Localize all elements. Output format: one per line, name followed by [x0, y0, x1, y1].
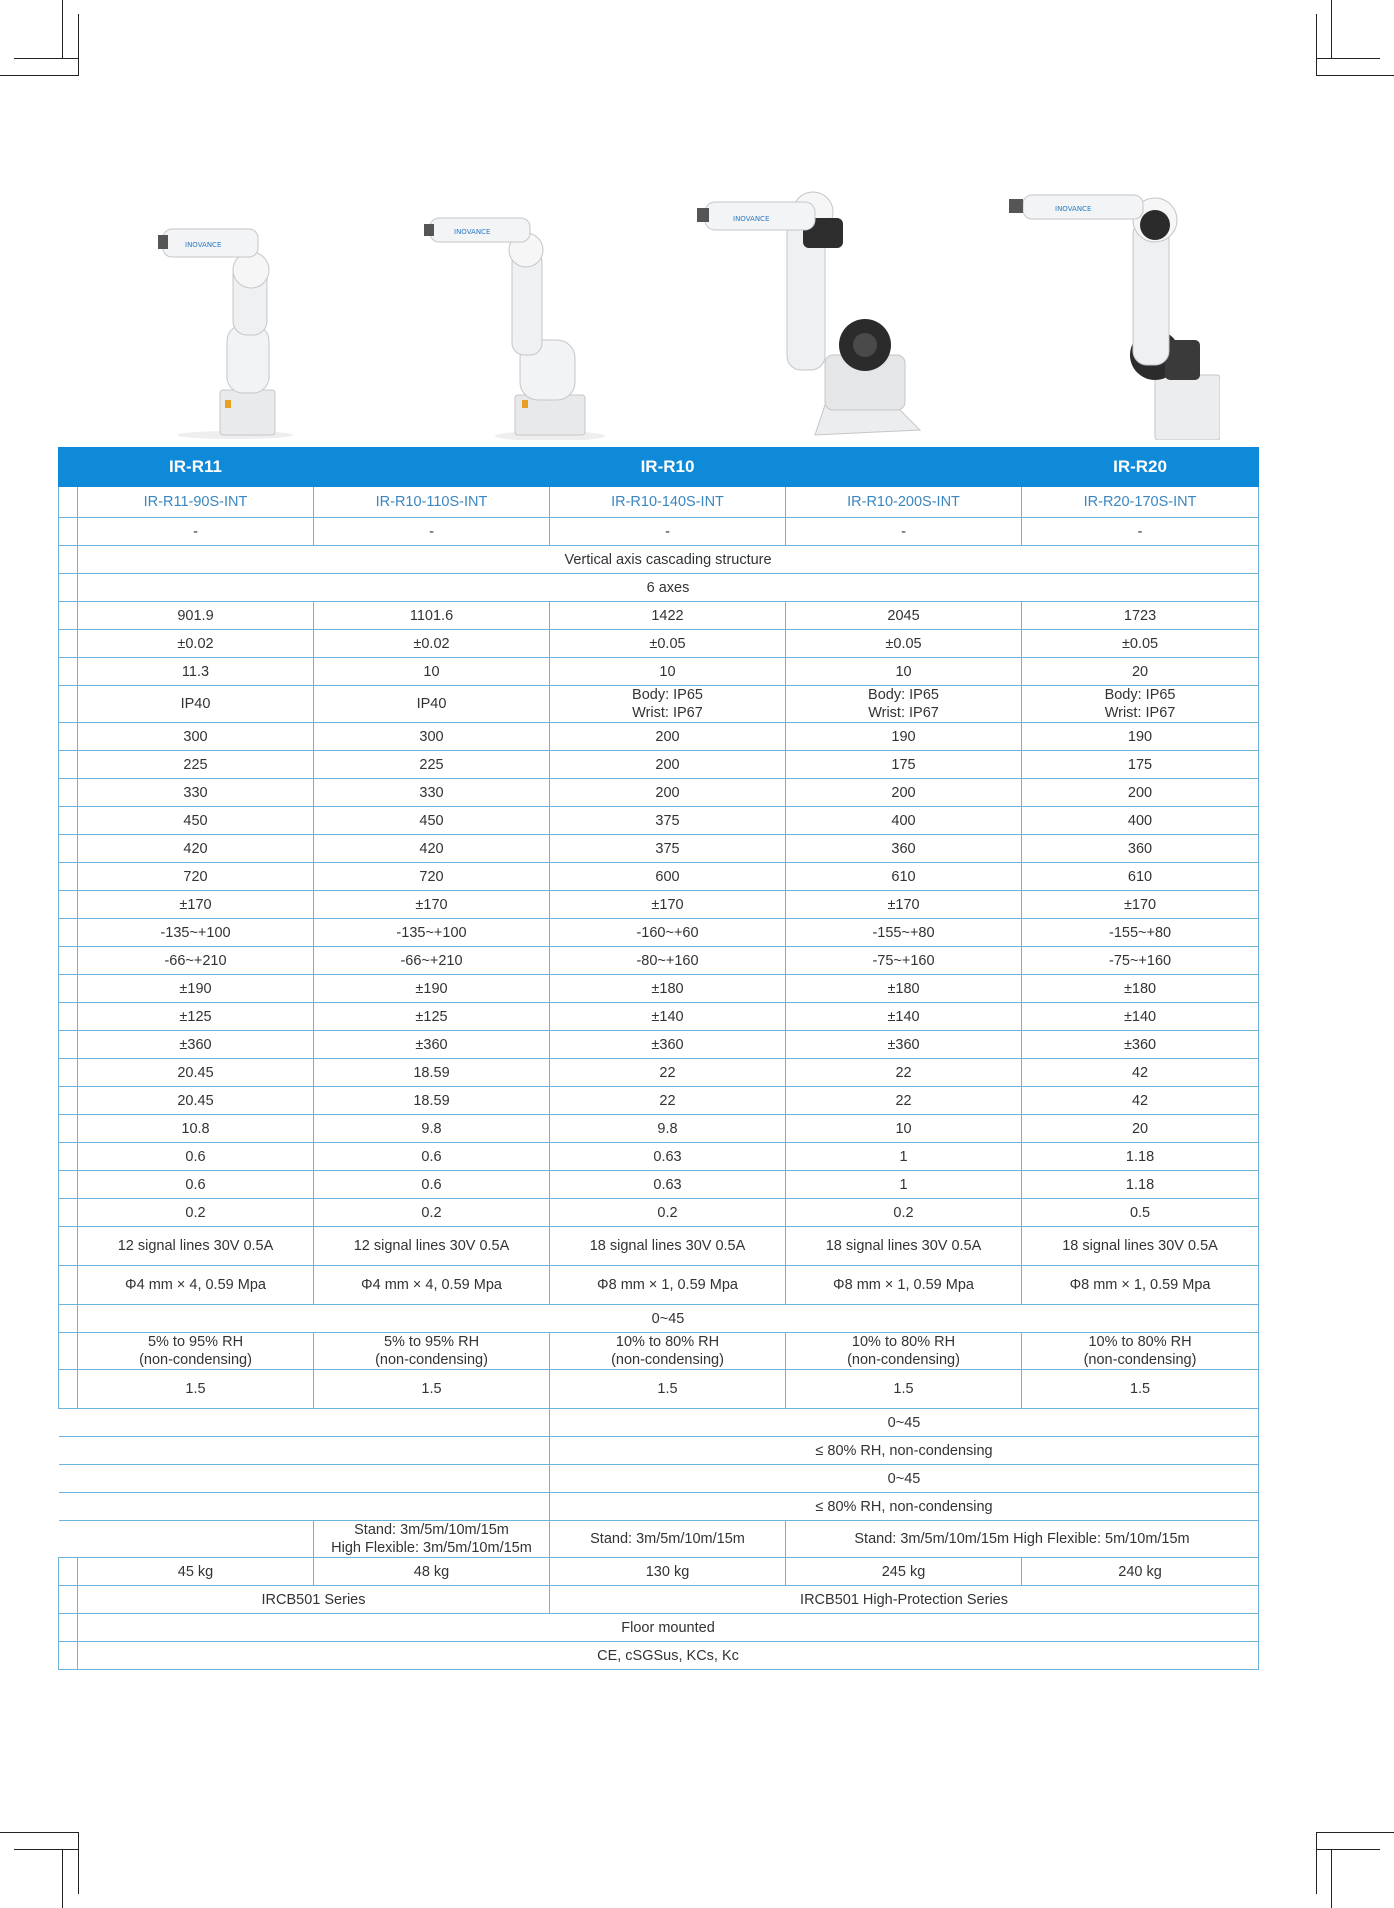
value-cell: 610 [1022, 863, 1259, 891]
brand-logo: INOVANCE [185, 241, 222, 249]
brand-logo: INOVANCE [733, 215, 770, 223]
cable-cell: Stand: 3m/5m/10m/15m High Flexible: 5m/10m/15m [786, 1521, 1259, 1558]
value-cell: ±180 [550, 975, 786, 1003]
model-cell: IR-R10-140S-INT [550, 487, 786, 518]
value-cell: 450 [78, 807, 314, 835]
value-cell: 20.45 [78, 1059, 314, 1087]
robot-image-ir-r11 [155, 215, 305, 440]
humidity-note: (non-condensing) [139, 1352, 252, 1368]
value-cell: 22 [550, 1059, 786, 1087]
row-label [59, 779, 78, 807]
value-cell: 10 [550, 658, 786, 686]
empty-cell [59, 1409, 550, 1437]
humidity-range: 5% to 95% RH [383, 1334, 480, 1350]
row-label [59, 1087, 78, 1115]
value-cell: 22 [550, 1087, 786, 1115]
value-cell: 360 [786, 835, 1022, 863]
humidity-range: 5% to 95% RH [147, 1334, 244, 1350]
value-cell: 18.59 [314, 1059, 550, 1087]
value-cell: - [78, 518, 314, 546]
value-cell: ±190 [78, 975, 314, 1003]
controller-cell: IRCB501 High-Protection Series [550, 1586, 1259, 1614]
value-row [59, 1370, 1259, 1409]
env-temp-row [59, 1409, 1259, 1437]
row-label [59, 947, 78, 975]
value-cell: 225 [78, 751, 314, 779]
value-cell: -80~+160 [550, 947, 786, 975]
value-cell: 175 [786, 751, 1022, 779]
value-cell: ±0.05 [786, 630, 1022, 658]
row-label [59, 863, 78, 891]
row-label [59, 1266, 78, 1305]
value-cell: ±180 [1022, 975, 1259, 1003]
row-label [59, 1333, 78, 1370]
empty-cell [59, 1521, 314, 1558]
protection-wrist: Wrist: IP67 [868, 705, 939, 721]
model-cell: IR-R11-90S-INT [78, 487, 314, 518]
value-cell: Φ4 mm × 4, 0.59 Mpa [78, 1266, 314, 1305]
spec-row [59, 1171, 1259, 1199]
value-cell: 18 signal lines 30V 0.5A [1022, 1227, 1259, 1266]
value-cell: 300 [78, 723, 314, 751]
row-label [59, 1115, 78, 1143]
crop-mark [14, 58, 78, 59]
spec-row [59, 1266, 1259, 1305]
value-cell: 0.6 [78, 1143, 314, 1171]
value-cell: ±170 [78, 891, 314, 919]
value-cell: 42 [1022, 1087, 1259, 1115]
spec-row [59, 602, 1259, 630]
value-cell: 420 [78, 835, 314, 863]
value-cell: ±360 [78, 1031, 314, 1059]
weight-cell: 48 kg [314, 1558, 550, 1586]
spec-row [59, 518, 1259, 546]
value-cell: 18 signal lines 30V 0.5A [786, 1227, 1022, 1266]
humidity-cell [786, 1333, 1022, 1370]
value-cell: ±180 [786, 975, 1022, 1003]
crop-mark [62, 1850, 63, 1908]
value-cell: 200 [550, 751, 786, 779]
row-label [59, 1143, 78, 1171]
row-label [59, 1199, 78, 1227]
value-cell: 0.6 [314, 1143, 550, 1171]
value-cell: 901.9 [78, 602, 314, 630]
row-label [59, 574, 78, 602]
humidity-row [59, 1333, 1259, 1370]
value-cell: 18 signal lines 30V 0.5A [550, 1227, 786, 1266]
empty-cell [59, 1465, 550, 1493]
value-cell: 1.5 [78, 1370, 314, 1409]
value-cell: 1.18 [1022, 1143, 1259, 1171]
spec-row [59, 891, 1259, 919]
row-label [59, 1059, 78, 1087]
value-cell: Φ4 mm × 4, 0.59 Mpa [314, 1266, 550, 1305]
value-cell: 1.5 [550, 1370, 786, 1409]
spec-row [59, 779, 1259, 807]
row-label [59, 686, 78, 723]
value-cell: 0.2 [314, 1199, 550, 1227]
model-cell: IR-R20-170S-INT [1022, 487, 1259, 518]
value-cell: 190 [1022, 723, 1259, 751]
value-cell: ±125 [78, 1003, 314, 1031]
empty-cell [59, 1437, 550, 1465]
humidity-note: (non-condensing) [375, 1352, 488, 1368]
axes-row [59, 574, 1259, 602]
row-label [59, 835, 78, 863]
value-cell: -155~+80 [786, 919, 1022, 947]
protection-cell: IP40 [78, 686, 314, 723]
humidity-cell [550, 1333, 786, 1370]
spec-row [59, 807, 1259, 835]
weight-row [59, 1558, 1259, 1586]
value-cell: 22 [786, 1059, 1022, 1087]
series-ir-r20: IR-R20 [1022, 448, 1259, 487]
humidity-range: 10% to 80% RH [615, 1334, 720, 1350]
value-cell: 0.5 [1022, 1199, 1259, 1227]
crop-mark [1316, 58, 1380, 59]
value-cell: ±0.02 [78, 630, 314, 658]
humidity-note: (non-condensing) [847, 1352, 960, 1368]
value-cell: 720 [314, 863, 550, 891]
weight-cell: 130 kg [550, 1558, 786, 1586]
humidity-range: 10% to 80% RH [1088, 1334, 1192, 1350]
structure-row [59, 546, 1259, 574]
value-cell: 1422 [550, 602, 786, 630]
env-humidity-row [59, 1437, 1259, 1465]
value-cell: 11.3 [78, 658, 314, 686]
spec-row [59, 1003, 1259, 1031]
spec-table [58, 447, 1259, 1670]
value-cell: 20.45 [78, 1087, 314, 1115]
value-cell: 42 [1022, 1059, 1259, 1087]
protection-wrist: Wrist: IP67 [1104, 705, 1176, 721]
value-cell: ±170 [1022, 891, 1259, 919]
spec-row [59, 835, 1259, 863]
crop-mark [0, 75, 78, 76]
controller-cell: IRCB501 Series [78, 1586, 550, 1614]
value-cell: 720 [78, 863, 314, 891]
cable-cell [314, 1521, 550, 1558]
row-label [59, 1003, 78, 1031]
value-cell: 175 [1022, 751, 1259, 779]
value-cell: 12 signal lines 30V 0.5A [78, 1227, 314, 1266]
spec-row [59, 919, 1259, 947]
value-cell: 225 [314, 751, 550, 779]
empty-cell [59, 1493, 550, 1521]
value-cell: 0.2 [78, 1199, 314, 1227]
spec-row [59, 658, 1259, 686]
row-label [59, 919, 78, 947]
value-cell: 0.63 [550, 1171, 786, 1199]
weight-cell: 45 kg [78, 1558, 314, 1586]
value-cell: 420 [314, 835, 550, 863]
env-temp-row [59, 1465, 1259, 1493]
value-cell: Φ8 mm × 1, 0.59 Mpa [550, 1266, 786, 1305]
certification-row [59, 1642, 1259, 1670]
value-cell: 375 [550, 835, 786, 863]
value-cell: 300 [314, 723, 550, 751]
value-cell: 12 signal lines 30V 0.5A [314, 1227, 550, 1266]
value-cell: 1723 [1022, 602, 1259, 630]
spec-row [59, 1115, 1259, 1143]
humidity-note: (non-condensing) [611, 1352, 724, 1368]
value-cell: 0.2 [786, 1199, 1022, 1227]
value-cell: 330 [78, 779, 314, 807]
protection-body: Body: IP65 [632, 687, 703, 703]
cable-cell: Stand: 3m/5m/10m/15m [550, 1521, 786, 1558]
value-cell: 20 [1022, 1115, 1259, 1143]
value-cell: 0.6 [314, 1171, 550, 1199]
series-header-row [59, 448, 1259, 487]
cable-stand: Stand: 3m/5m/10m/15m [354, 1522, 509, 1538]
value-cell: Φ8 mm × 1, 0.59 Mpa [786, 1266, 1022, 1305]
temperature-cell: 0~45 [78, 1305, 1259, 1333]
env-humidity-cell: ≤ 80% RH, non-condensing [550, 1493, 1259, 1521]
value-cell: ±190 [314, 975, 550, 1003]
value-cell: 1101.6 [314, 602, 550, 630]
axes-cell: 6 axes [78, 574, 1259, 602]
controller-row [59, 1586, 1259, 1614]
humidity-cell [1022, 1333, 1259, 1370]
crop-mark [0, 1832, 78, 1833]
value-cell: -66~+210 [78, 947, 314, 975]
crop-mark [1316, 1832, 1317, 1894]
row-label [59, 546, 78, 574]
value-cell: 400 [1022, 807, 1259, 835]
row-label [59, 630, 78, 658]
crop-mark [1331, 0, 1332, 58]
value-cell: 400 [786, 807, 1022, 835]
row-label [59, 1558, 78, 1586]
value-cell: - [314, 518, 550, 546]
value-cell: 10.8 [78, 1115, 314, 1143]
row-label [59, 1370, 78, 1409]
value-cell: 1 [786, 1171, 1022, 1199]
value-cell: 20 [1022, 658, 1259, 686]
robot-image-ir-r10-110s [420, 210, 605, 440]
row-label [59, 1614, 78, 1642]
value-cell: ±140 [550, 1003, 786, 1031]
row-label [59, 518, 78, 546]
protection-cell [550, 686, 786, 723]
crop-mark [1316, 1832, 1394, 1833]
crop-mark [78, 14, 79, 76]
value-cell: 1.5 [1022, 1370, 1259, 1409]
env-temp-cell: 0~45 [550, 1465, 1259, 1493]
value-cell: ±170 [314, 891, 550, 919]
value-cell: 2045 [786, 602, 1022, 630]
value-cell: 200 [550, 779, 786, 807]
value-cell: 1.18 [1022, 1171, 1259, 1199]
spec-row [59, 1227, 1259, 1266]
value-cell: 18.59 [314, 1087, 550, 1115]
value-cell: ±140 [786, 1003, 1022, 1031]
value-cell: ±0.05 [550, 630, 786, 658]
spec-row [59, 947, 1259, 975]
value-cell: ±360 [1022, 1031, 1259, 1059]
crop-mark [1316, 75, 1394, 76]
robot-image-ir-r10-140s [695, 190, 935, 440]
value-cell: - [550, 518, 786, 546]
weight-cell: 240 kg [1022, 1558, 1259, 1586]
value-cell: -155~+80 [1022, 919, 1259, 947]
value-cell: 0.63 [550, 1143, 786, 1171]
row-label [59, 1031, 78, 1059]
row-label [59, 1305, 78, 1333]
spec-row [59, 630, 1259, 658]
crop-mark [62, 0, 63, 58]
value-cell: - [786, 518, 1022, 546]
row-label [59, 751, 78, 779]
series-ir-r10: IR-R10 [314, 448, 1022, 487]
row-label [59, 1227, 78, 1266]
value-cell: 200 [786, 779, 1022, 807]
value-cell: ±125 [314, 1003, 550, 1031]
value-cell: 610 [786, 863, 1022, 891]
value-cell: 9.8 [550, 1115, 786, 1143]
env-humidity-cell: ≤ 80% RH, non-condensing [550, 1437, 1259, 1465]
value-cell: -66~+210 [314, 947, 550, 975]
value-cell: ±0.05 [1022, 630, 1259, 658]
row-label [59, 487, 78, 518]
row-label [59, 658, 78, 686]
value-cell: ±0.02 [314, 630, 550, 658]
spec-row [59, 1059, 1259, 1087]
model-cell: IR-R10-200S-INT [786, 487, 1022, 518]
humidity-cell [78, 1333, 314, 1370]
protection-cell [786, 686, 1022, 723]
value-cell: 9.8 [314, 1115, 550, 1143]
value-cell: -160~+60 [550, 919, 786, 947]
spec-row [59, 1143, 1259, 1171]
row-label [59, 448, 78, 487]
value-cell: ±360 [786, 1031, 1022, 1059]
row-label [59, 723, 78, 751]
row-label [59, 1642, 78, 1670]
spec-row [59, 723, 1259, 751]
series-ir-r11: IR-R11 [78, 448, 314, 487]
brand-logo: INOVANCE [1055, 205, 1092, 213]
value-cell: 10 [786, 1115, 1022, 1143]
row-label [59, 975, 78, 1003]
row-label [59, 807, 78, 835]
temperature-row [59, 1305, 1259, 1333]
value-cell: 360 [1022, 835, 1259, 863]
value-cell: Φ8 mm × 1, 0.59 Mpa [1022, 1266, 1259, 1305]
spec-row [59, 751, 1259, 779]
env-temp-cell: 0~45 [550, 1409, 1259, 1437]
humidity-cell [314, 1333, 550, 1370]
value-cell: 1.5 [314, 1370, 550, 1409]
mounting-row [59, 1614, 1259, 1642]
spec-row [59, 1087, 1259, 1115]
spec-row [59, 863, 1259, 891]
robot-image-ir-r20 [1005, 185, 1220, 440]
value-cell: 190 [786, 723, 1022, 751]
value-cell: 0.2 [550, 1199, 786, 1227]
value-cell: 1.5 [786, 1370, 1022, 1409]
value-cell: -75~+160 [1022, 947, 1259, 975]
certification-cell: CE, cSGSus, KCs, Kc [78, 1642, 1259, 1670]
humidity-note: (non-condensing) [1083, 1352, 1197, 1368]
row-label [59, 1586, 78, 1614]
value-cell: ±360 [550, 1031, 786, 1059]
cable-row [59, 1521, 1259, 1558]
value-cell: 0.6 [78, 1171, 314, 1199]
value-cell: -135~+100 [314, 919, 550, 947]
protection-cell: IP40 [314, 686, 550, 723]
value-cell: ±140 [1022, 1003, 1259, 1031]
row-label [59, 1171, 78, 1199]
structure-cell: Vertical axis cascading structure [78, 546, 1259, 574]
value-cell: 10 [786, 658, 1022, 686]
value-cell: ±360 [314, 1031, 550, 1059]
protection-wrist: Wrist: IP67 [632, 705, 703, 721]
value-cell: - [1022, 518, 1259, 546]
value-cell: 1 [786, 1143, 1022, 1171]
value-cell: 600 [550, 863, 786, 891]
humidity-range: 10% to 80% RH [851, 1334, 956, 1350]
spec-row [59, 975, 1259, 1003]
row-label [59, 602, 78, 630]
weight-cell: 245 kg [786, 1558, 1022, 1586]
mounting-cell: Floor mounted [78, 1614, 1259, 1642]
crop-mark [14, 1849, 78, 1850]
env-humidity-row [59, 1493, 1259, 1521]
spec-row [59, 1199, 1259, 1227]
model-cell: IR-R10-110S-INT [314, 487, 550, 518]
spec-row [59, 1031, 1259, 1059]
cable-high-flex: High Flexible: 3m/5m/10m/15m [331, 1540, 532, 1556]
row-label [59, 891, 78, 919]
crop-mark [1331, 1850, 1332, 1908]
crop-mark [1316, 14, 1317, 76]
brand-logo: INOVANCE [454, 228, 491, 236]
value-cell: 330 [314, 779, 550, 807]
value-cell: -135~+100 [78, 919, 314, 947]
protection-body: Body: IP65 [868, 687, 939, 703]
value-cell: -75~+160 [786, 947, 1022, 975]
protection-body: Body: IP65 [1104, 687, 1176, 703]
value-cell: 22 [786, 1087, 1022, 1115]
crop-mark [1316, 1849, 1380, 1850]
protection-row [59, 686, 1259, 723]
crop-mark [78, 1832, 79, 1894]
value-cell: 450 [314, 807, 550, 835]
model-row [59, 487, 1259, 518]
value-cell: ±170 [550, 891, 786, 919]
value-cell: 200 [550, 723, 786, 751]
protection-cell [1022, 686, 1259, 723]
value-cell: ±170 [786, 891, 1022, 919]
value-cell: 200 [1022, 779, 1259, 807]
value-cell: 375 [550, 807, 786, 835]
value-cell: 10 [314, 658, 550, 686]
